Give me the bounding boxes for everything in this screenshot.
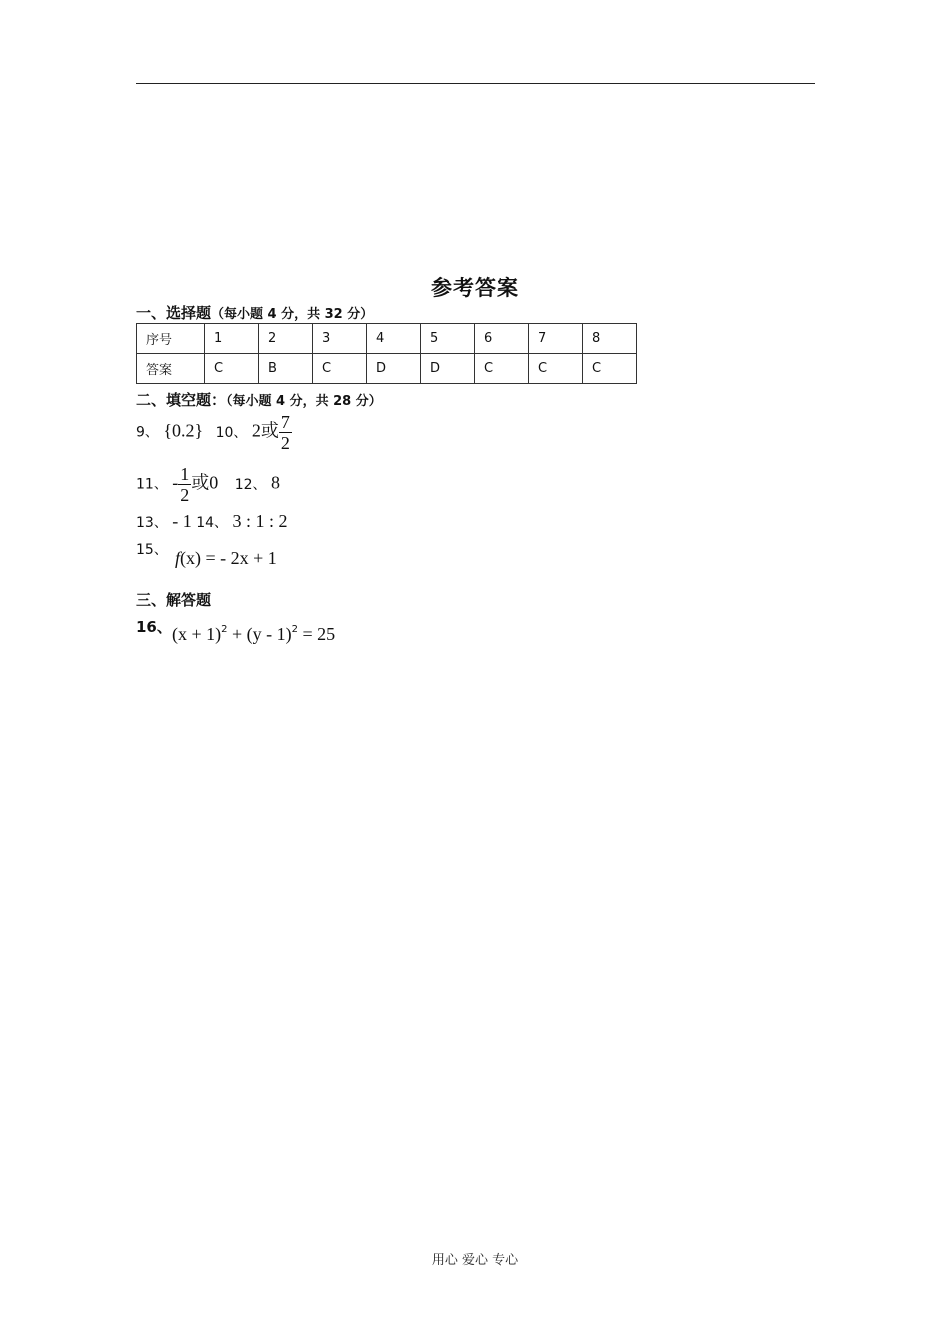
equation-part: (x + 1) (172, 624, 222, 644)
fraction (279, 412, 292, 453)
answer-line-16 (172, 624, 335, 645)
section-fill-heading (136, 389, 382, 410)
fraction-numerator: 1 (180, 464, 190, 484)
exponent: 2 (291, 624, 299, 635)
answer-value: 3 : 1 : 2 (232, 511, 288, 531)
answer-line-13-14 (136, 511, 288, 532)
section-choice-note: （每小题 4 分，共 32 分） (211, 307, 374, 322)
section-choice-label: 一、选择题 (136, 304, 212, 322)
fraction-denominator: 2 (180, 485, 190, 505)
table-cell: 7 (529, 324, 583, 354)
table-row-header: 答案 (137, 354, 205, 384)
function-argument: (x) (180, 548, 202, 568)
table-cell: C (529, 354, 583, 384)
table-cell: 6 (475, 324, 529, 354)
table-cell: 2 (259, 324, 313, 354)
question-number: 11、 (136, 476, 168, 493)
question-16-label: 16、 (136, 618, 172, 636)
question-number: 10、 (215, 424, 248, 441)
answer-line-15 (175, 548, 277, 569)
table-row (137, 354, 637, 384)
answer-value: 8 (271, 472, 281, 493)
table-cell: D (367, 354, 421, 384)
answer-value: - (172, 472, 179, 493)
section-fill-label: 二、填空题： (136, 391, 227, 409)
table-cell: 1 (205, 324, 259, 354)
question-number: 9、 (136, 424, 159, 441)
page-title: 参考答案 (431, 276, 519, 300)
table-cell: 4 (367, 324, 421, 354)
question-number: 13、 (136, 515, 168, 531)
header-rule (136, 83, 815, 84)
table-row (137, 324, 637, 354)
table-row-header: 序号 (137, 324, 205, 354)
answer-value: {0.2} (163, 420, 204, 441)
table-cell: B (259, 354, 313, 384)
fraction (178, 464, 191, 505)
fraction-denominator: 2 (280, 433, 290, 453)
section-choice-heading (136, 302, 373, 323)
table-cell: C (313, 354, 367, 384)
answer-value: 或0 (191, 472, 219, 493)
answer-line-11-12 (136, 464, 280, 505)
fraction-numerator: 7 (280, 412, 290, 432)
section-solve-heading: 三、解答题 (136, 591, 212, 609)
equation-part: + (y - 1) (227, 624, 292, 644)
function-name: f (175, 548, 181, 568)
section-fill-note: （每小题 4 分，共 28 分） (226, 394, 382, 409)
table-cell: C (475, 354, 529, 384)
answer-line-9-10 (136, 412, 292, 453)
answer-value: - 1 (172, 511, 192, 531)
question-number: 12、 (234, 476, 267, 493)
table-cell: C (205, 354, 259, 384)
page-footer: 用心 爱心 专心 (431, 1253, 519, 1268)
equation-part: = 25 (298, 624, 336, 644)
question-15-label: 15、 (136, 542, 168, 558)
table-cell: 8 (583, 324, 637, 354)
answer-value: = - 2x + 1 (205, 548, 277, 568)
exponent: 2 (221, 624, 228, 635)
table-cell: D (421, 354, 475, 384)
table-cell: C (583, 354, 637, 384)
table-cell: 3 (313, 324, 367, 354)
table-cell: 5 (421, 324, 475, 354)
answer-table (136, 323, 637, 384)
answer-value: 2或 (251, 420, 279, 441)
question-number: 14、 (196, 515, 229, 531)
